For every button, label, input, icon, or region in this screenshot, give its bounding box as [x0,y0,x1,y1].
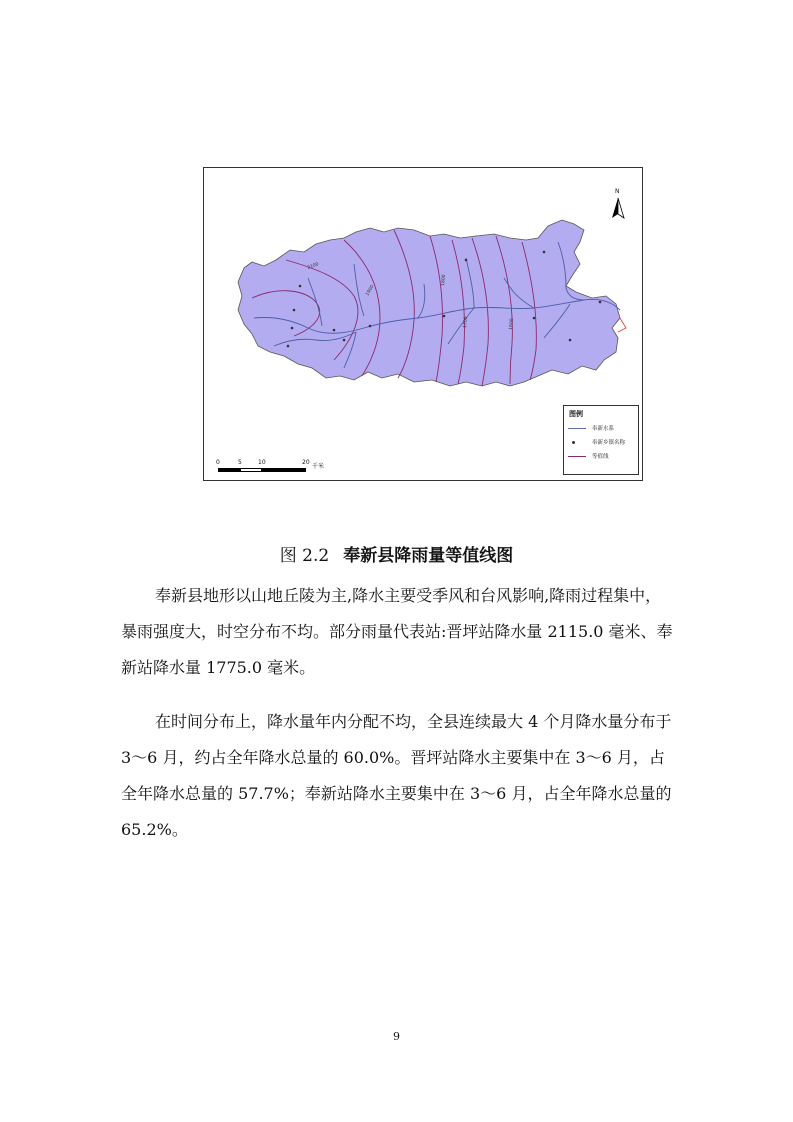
county-boundary [238,220,620,386]
scale-unit: 千米 [312,463,325,470]
scale-bar [216,459,346,477]
town-marker [443,315,446,318]
town-marker [465,259,468,262]
river-line-icon [568,428,586,429]
town-dot-icon [568,442,586,443]
paragraph-text: 奉新县地形以山地丘陵为主,降水主要受季风和台风影响,降雨过程集中，暴雨强度大，时空分布不均。部分雨量代表站:晋坪站降水量 2115.0 毫米、奉新站降水量 1775.0 毫米。 [121,586,673,677]
paragraph-1 [121,578,677,686]
north-arrow-icon [608,188,628,222]
caption-number: 图 2.2 [279,546,330,566]
isoline-label: 1600 [509,318,515,331]
town-marker [343,339,346,342]
rainfall-isoline-map [203,167,643,481]
map-legend [563,405,639,475]
north-label: N [615,188,620,195]
scale-tick: 10 [258,459,266,466]
town-marker [533,317,536,320]
legend-item: 奉新水系 [568,424,638,434]
town-marker [333,329,336,332]
town-marker [293,309,296,312]
paragraph-2 [121,704,677,848]
legend-item: 等值线 [568,452,638,462]
paragraph-text: 在时间分布上，降水量年内分配不均，全县连续最大 4 个月降水量分布于 3～6 月，约占全年降水总量的 60.0%。晋坪站降水主要集中在 3～6 月，占全年降水总量的 57.7%；奉新站降水主要集中在 3～6 月，占全年降水总量的 65.2%。 [121,712,672,839]
figure-caption [0,541,793,566]
page-number: 9 [393,1030,400,1043]
scale-tick: 0 [216,459,220,466]
legend-title: 图例 [569,410,583,418]
legend-item: 奉新乡镇名称 [568,438,638,448]
town-marker [291,327,294,330]
scale-tick: 5 [238,459,242,466]
isoline-label: 1800 [441,274,447,287]
isoline-icon [568,456,586,457]
isoline-label: 2100 [306,262,320,271]
town-marker [543,251,546,254]
outlet-marker [618,318,626,332]
town-marker [299,285,302,288]
town-marker [599,301,602,304]
isoline-label: 1900 [365,284,376,297]
town-marker [369,325,372,328]
north-arrow [608,188,628,222]
scale-tick: 20 [302,459,310,466]
town-marker [569,339,572,342]
caption-title: 奉新县降雨量等值线图 [343,546,514,566]
town-marker [287,345,290,348]
isoline-label: 1700 [463,316,469,329]
